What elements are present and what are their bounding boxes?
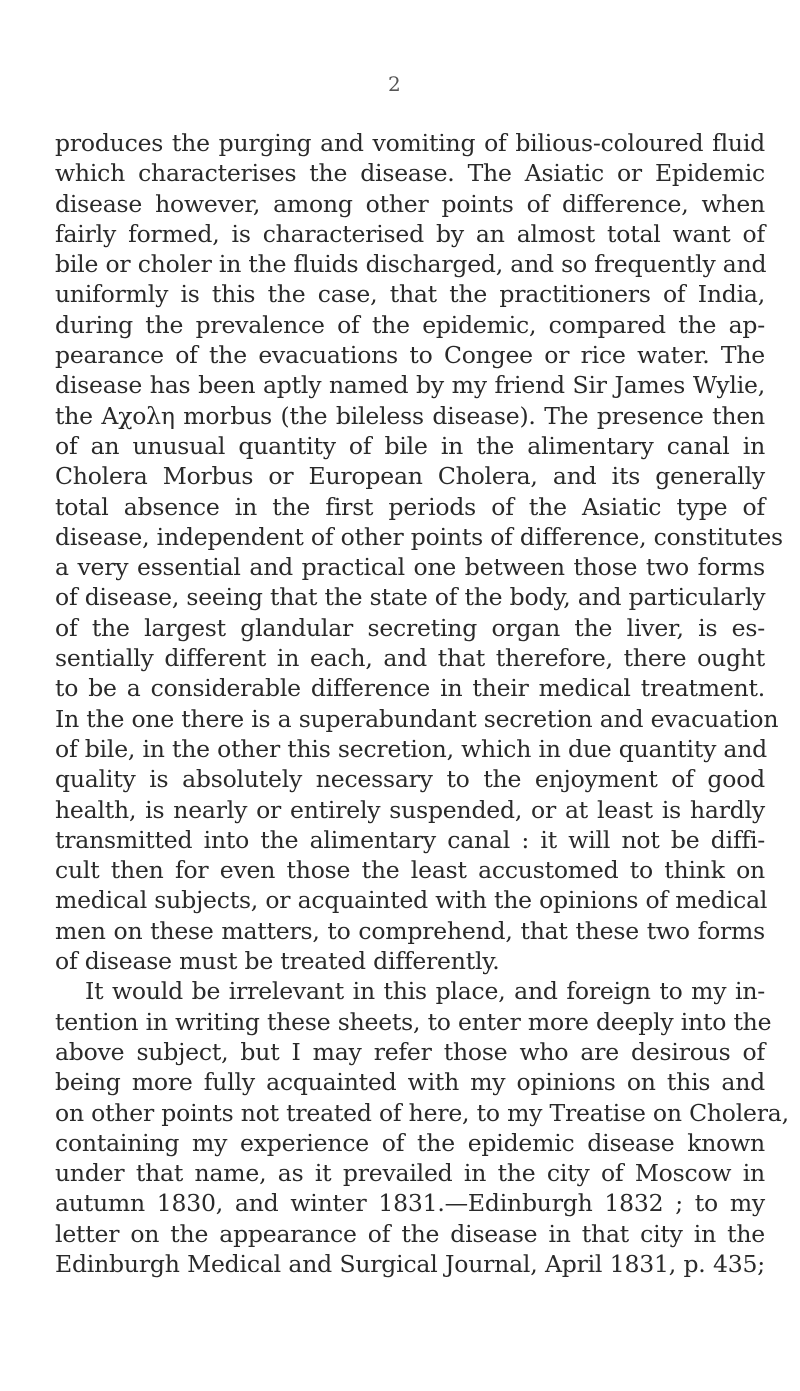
text-line: of bile, in the other this secretion, which in due quantity and <box>55 734 767 763</box>
text-line: pearance of the evacuations to Congee or rice water. The <box>55 341 765 370</box>
text-line: fairly formed, is characterised by an almost total want of <box>55 219 765 248</box>
text-line: disease however, among other points of difference, when <box>55 189 765 218</box>
text-line: tention in writing these sheets, to enter more deeply into the <box>55 1007 772 1036</box>
text-line: of disease must be treated differently. <box>55 947 500 976</box>
text-line: letter on the appearance of the disease in that city in the <box>55 1219 765 1248</box>
text-line: quality is absolutely necessary to the enjoyment of good <box>55 765 765 794</box>
text-line: disease, independent of other points of difference, constitutes <box>55 522 783 551</box>
text-line: It would be irrelevant in this place, and foreign to my in- <box>85 977 765 1006</box>
text-line: under that name, as it prevailed in the city of Moscow in <box>55 1159 765 1188</box>
text-line: produces the purging and vomiting of bilious-coloured fluid <box>55 129 765 157</box>
text-line: of an unusual quantity of bile in the alimentary canal in <box>55 431 765 460</box>
text-line: uniformly is this the case, that the practitioners of India, <box>55 280 765 309</box>
text-line: disease has been aptly named by my friend Sir James Wylie, <box>55 371 765 400</box>
text-line: health, is nearly or entirely suspended, or at least is hardly <box>55 795 765 824</box>
paragraph <box>55 128 783 976</box>
text-line: above subject, but I may refer those who are desirous of <box>55 1037 765 1066</box>
text-line: of the largest glandular secreting organ the liver, is es- <box>55 613 765 642</box>
text-line: sentially different in each, and that therefore, there ought <box>55 644 765 673</box>
text-line: In the one there is a superabundant secretion and evacuation <box>55 704 779 733</box>
body-text <box>55 128 789 1279</box>
text-line: which characterises the disease. The Asiatic or Epidemic <box>55 159 765 188</box>
text-line: containing my experience of the epidemic disease known <box>55 1128 765 1157</box>
text-line: on other points not treated of here, to my Treatise on Cholera, <box>55 1098 789 1127</box>
text-line: Cholera Morbus or European Cholera, and its generally <box>55 462 765 491</box>
text-line: being more fully acquainted with my opinions on this and <box>55 1068 765 1097</box>
text-line: autumn 1830, and winter 1831.—Edinburgh 1832 ; to my <box>55 1189 765 1218</box>
text-line: men on these matters, to comprehend, that these two forms <box>55 916 765 945</box>
text-line: a very essential and practical one between those two forms <box>55 553 765 582</box>
text-line: medical subjects, or acquainted with the opinions of medical <box>55 886 768 915</box>
text-line: during the prevalence of the epidemic, compared the ap- <box>55 310 765 339</box>
page-number: 2 <box>388 72 401 96</box>
text-line: the Αχολη morbus (the bileless disease). The presence then <box>55 401 765 430</box>
text-line: cult then for even those the least accustomed to think on <box>55 856 765 885</box>
text-line: of disease, seeing that the state of the body, and particularly <box>55 583 766 612</box>
text-line: Edinburgh Medical and Surgical Journal, April 1831, p. 435; <box>55 1249 765 1278</box>
text-line: to be a considerable difference in their medical treatment. <box>55 674 765 703</box>
text-line: bile or choler in the fluids discharged, and so frequently and <box>55 250 767 279</box>
paragraph <box>55 976 789 1279</box>
text-line: total absence in the first periods of the Asiatic type of <box>55 492 765 521</box>
text-line: transmitted into the alimentary canal : it will not be diffi- <box>55 825 765 854</box>
